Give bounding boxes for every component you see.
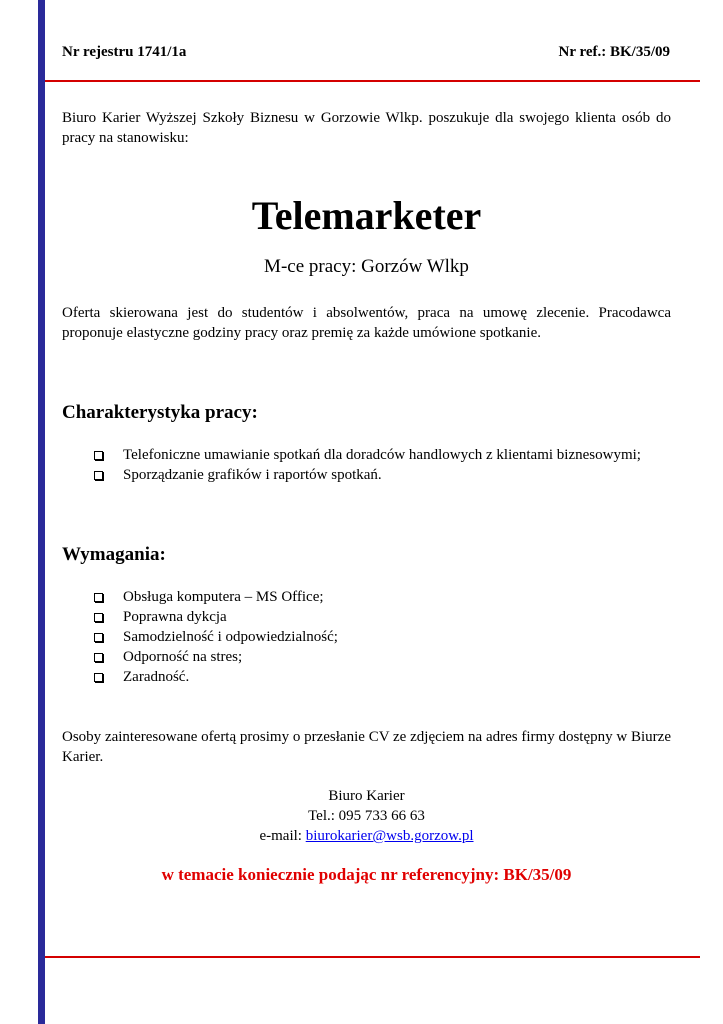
reference-number: Nr ref.: BK/35/09: [558, 44, 670, 60]
requirements-list: [90, 587, 660, 687]
requirements-heading: Wymagania:: [62, 544, 166, 565]
offer-paragraph: Oferta skierowana jest do studentów i absolwentów, praca na umowę zlecenie. Pracodawca proponuje elastyczne godziny pracy oraz premię za każde umówione spotkanie.: [62, 305, 671, 341]
list-item: Obsługa komputera – MS Office;: [90, 587, 660, 607]
job-characteristics-list: [90, 445, 660, 485]
checkbox-bullet-icon: [94, 673, 103, 682]
intro-paragraph: Biuro Karier Wyższej Szkoły Biznesu w Gorzowie Wlkp. poszukuje dla swojego klienta osób do pracy na stanowisku:: [62, 110, 671, 146]
header-divider: [45, 80, 700, 82]
checkbox-bullet-icon: [94, 653, 103, 662]
checkbox-bullet-icon: [94, 593, 103, 602]
list-item: Zaradność.: [90, 667, 660, 687]
list-item: Telefoniczne umawianie spotkań dla doradców handlowych z klientami biznesowymi;: [90, 445, 660, 465]
job-characteristics-heading: Charakterystyka pracy:: [62, 402, 258, 423]
contact-block: [62, 786, 671, 846]
email-link[interactable]: biurokarier@wsb.gorzow.pl: [305, 828, 474, 844]
contact-phone: Tel.: 095 733 66 63: [308, 808, 425, 824]
left-margin-bar: [38, 0, 45, 1024]
job-location: M-ce pracy: Gorzów Wlkp: [264, 256, 469, 277]
contact-name: Biuro Karier: [328, 788, 405, 804]
application-paragraph: Osoby zainteresowane ofertą prosimy o przesłanie CV ze zdjęciem na adres firmy dostępny w Biurze Karier.: [62, 729, 671, 765]
checkbox-bullet-icon: [94, 613, 103, 622]
list-item: Poprawna dykcja: [90, 607, 660, 627]
email-label: e-mail:: [259, 828, 306, 844]
footer-divider: [45, 956, 700, 958]
checkbox-bullet-icon: [94, 633, 103, 642]
list-item: Samodzielność i odpowiedzialność;: [90, 627, 660, 647]
list-item: Sporządzanie grafików i raportów spotkań.: [90, 465, 660, 485]
list-item: Odporność na stres;: [90, 647, 660, 667]
registry-number: Nr rejestru 1741/1a: [62, 44, 187, 60]
document-header: [62, 44, 670, 61]
job-title: Telemarketer: [251, 193, 482, 238]
contact-email-line: [62, 826, 671, 846]
reference-notice: w temacie koniecznie podając nr referencyjny: BK/35/09: [161, 865, 572, 884]
checkbox-bullet-icon: [94, 451, 103, 460]
checkbox-bullet-icon: [94, 471, 103, 480]
